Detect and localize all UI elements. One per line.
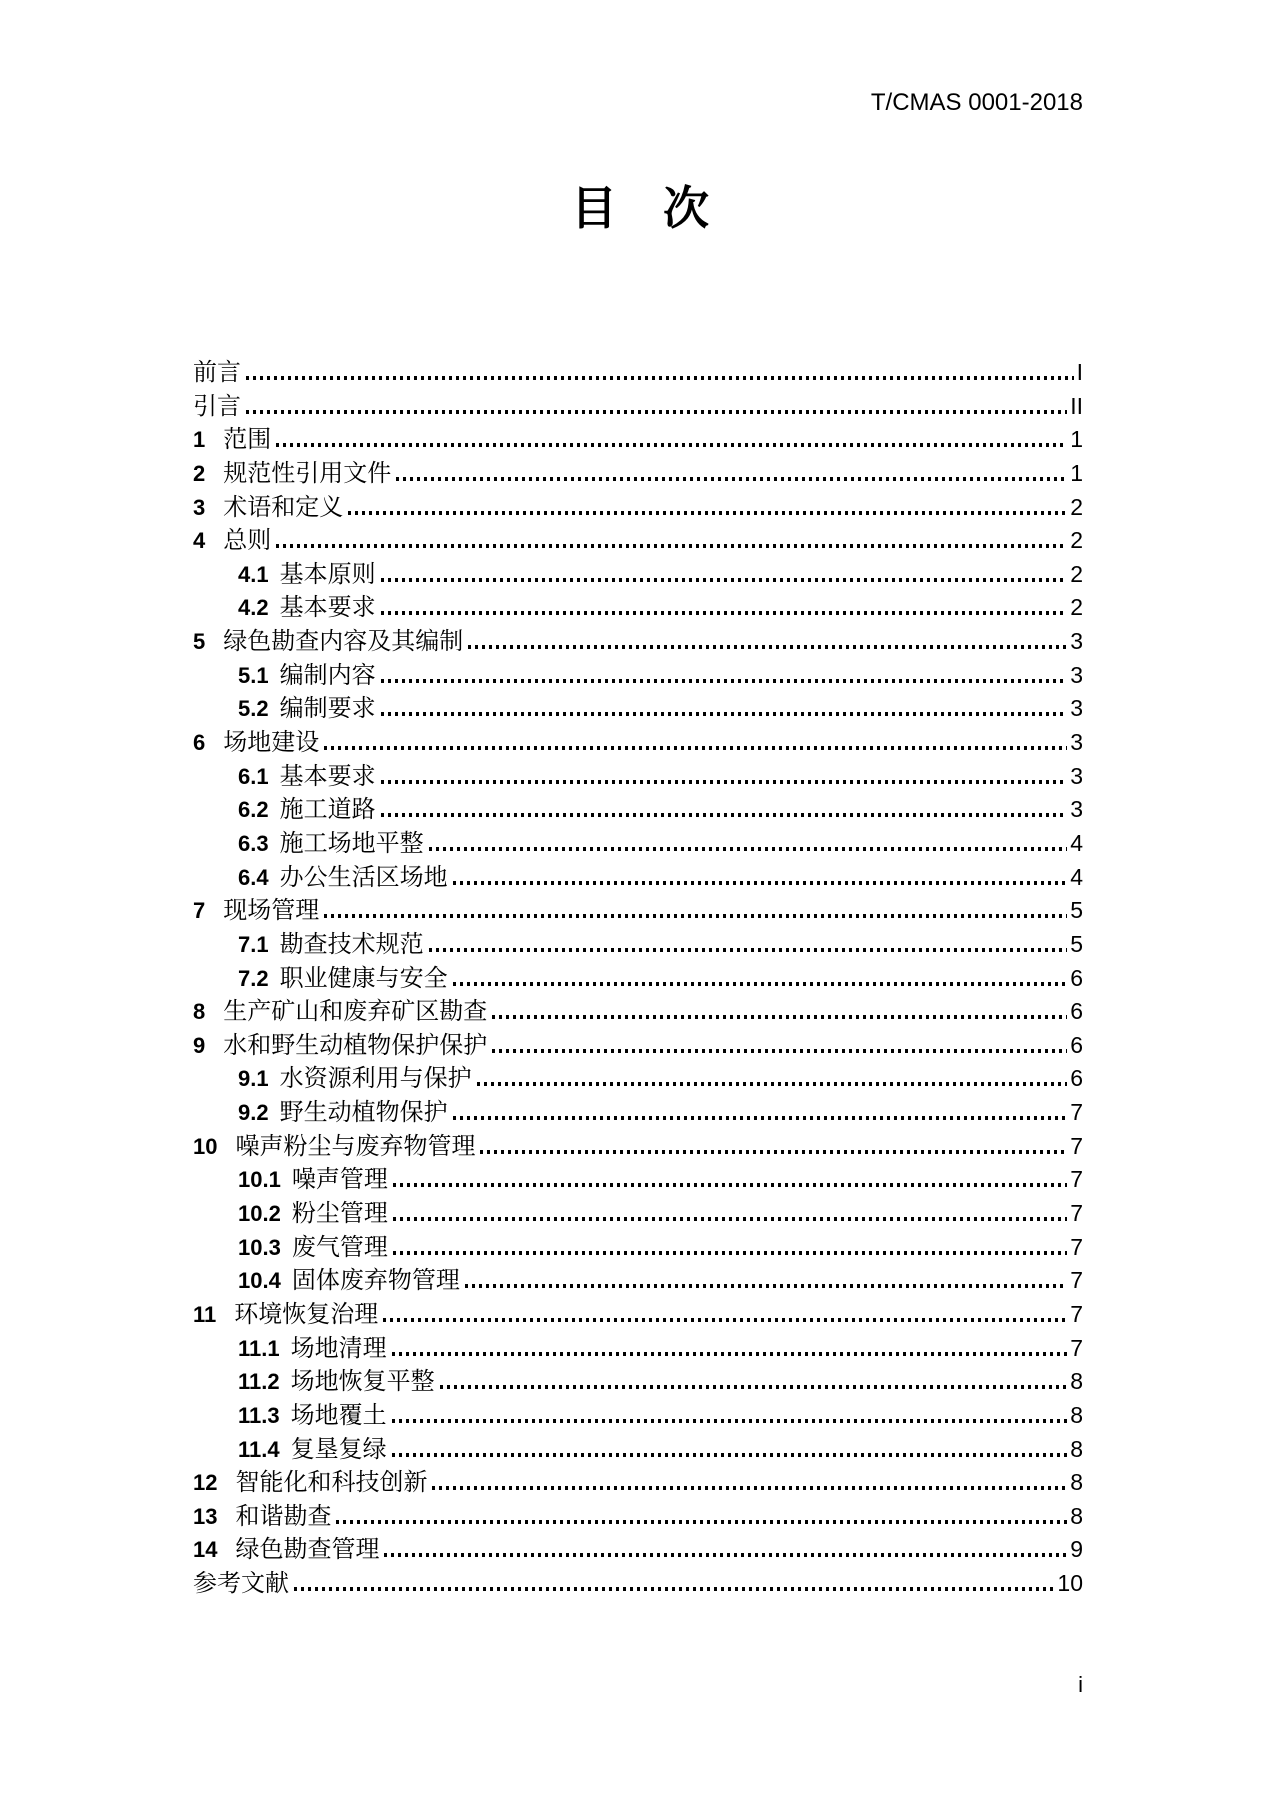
toc-entry	[193, 1466, 1083, 1500]
toc-entry-title: 环境恢复治理	[234, 1301, 379, 1328]
toc-entry-number: 11	[193, 1301, 217, 1327]
toc-entry-page: 8	[1070, 1502, 1083, 1529]
toc-entry	[193, 659, 1083, 693]
toc-entry	[193, 760, 1083, 794]
toc-entry	[193, 625, 1083, 659]
toc-entry-page: 8	[1070, 1368, 1083, 1395]
toc-entry-number: 6.1	[238, 763, 269, 789]
toc-entry-number: 5.2	[238, 696, 269, 722]
toc-entry-page: 3	[1070, 762, 1083, 789]
toc-entry-number: 13	[193, 1503, 218, 1529]
toc-entry-page: 6	[1070, 964, 1083, 991]
toc-entry-number: 5	[193, 629, 206, 655]
toc-leader-dots	[492, 1015, 1067, 1019]
toc-leader-dots	[392, 1352, 1068, 1356]
toc-leader-dots	[429, 847, 1068, 851]
page-title: 目 次	[571, 182, 709, 234]
toc-entry-page: 7	[1070, 1334, 1083, 1361]
toc-entry	[193, 1500, 1083, 1534]
toc-entry-number: 6.3	[238, 830, 269, 856]
toc-entry	[193, 1298, 1083, 1332]
toc-entry	[193, 390, 1083, 424]
toc-entry	[193, 1096, 1083, 1130]
toc-entry-title: 水和野生动植物保护保护	[223, 1032, 488, 1059]
toc-entry	[193, 423, 1083, 457]
toc-entry-number: 3	[193, 494, 206, 520]
toc-entry-number: 12	[193, 1470, 218, 1496]
toc-entry-page: 2	[1070, 560, 1083, 587]
toc-leader-dots	[348, 511, 1067, 515]
toc-leader-dots	[276, 544, 1067, 548]
toc-entry-page: 7	[1070, 1166, 1083, 1193]
toc-entry-number: 4.1	[238, 561, 269, 587]
toc-entry-title: 基本要求	[279, 595, 376, 622]
toc-entry-title: 噪声管理	[291, 1167, 388, 1194]
toc-entry-title: 粉尘管理	[291, 1201, 388, 1228]
toc-entry-number: 11.4	[238, 1436, 280, 1462]
toc-entry-number: 10.2	[238, 1201, 281, 1227]
toc-entry-page: 1	[1070, 459, 1083, 486]
toc-entry-number: 7	[193, 898, 206, 924]
toc-leader-dots	[324, 746, 1067, 750]
toc-entry-number: 14	[193, 1537, 218, 1563]
toc-entry	[193, 1399, 1083, 1433]
toc-entry-number: 11.1	[238, 1335, 280, 1361]
toc-leader-dots	[429, 948, 1068, 952]
toc-entry-page: 6	[1070, 1065, 1083, 1092]
toc-leader-dots	[381, 813, 1068, 817]
toc-leader-dots	[276, 443, 1067, 447]
toc-entry-page: 1	[1070, 426, 1083, 453]
toc-entry-title: 场地建设	[223, 730, 320, 757]
toc-entry-page: 6	[1070, 1031, 1083, 1058]
toc-leader-dots	[477, 1082, 1068, 1086]
toc-entry-title: 复垦复绿	[290, 1436, 387, 1463]
toc-entry-page: 9	[1070, 1536, 1083, 1563]
toc-leader-dots	[381, 611, 1068, 615]
toc-entry-number: 11.2	[238, 1369, 280, 1395]
toc-entry-number: 10.3	[238, 1234, 281, 1260]
toc-leader-dots	[294, 1587, 1054, 1591]
toc-entry-page: 7	[1070, 1200, 1083, 1227]
toc-entry	[193, 1332, 1083, 1366]
toc-entry-page: 6	[1070, 998, 1083, 1025]
toc-entry-title: 水资源利用与保护	[279, 1066, 472, 1093]
document-standard-number: T/CMAS 0001-2018	[870, 89, 1083, 116]
toc-entry-page: 2	[1070, 594, 1083, 621]
toc-entry-title: 编制内容	[279, 662, 376, 689]
toc-entry-page: 8	[1070, 1469, 1083, 1496]
toc-entry-title: 术语和定义	[223, 494, 344, 521]
toc-entry-number: 8	[193, 999, 206, 1025]
toc-entry	[193, 491, 1083, 525]
toc-entry	[193, 356, 1083, 390]
toc-entry-page: 10	[1057, 1570, 1083, 1597]
toc-entry	[193, 1062, 1083, 1096]
toc-leader-dots	[381, 679, 1068, 683]
toc-entry	[193, 1130, 1083, 1164]
toc-leader-dots	[392, 1419, 1068, 1423]
toc-entry-title: 职业健康与安全	[279, 965, 448, 992]
toc-entry-number: 6.2	[238, 797, 269, 823]
toc-entry-number: 2	[193, 460, 206, 486]
toc-entry-page: 7	[1070, 1132, 1083, 1159]
toc-entry	[193, 827, 1083, 861]
toc-entry-page: 7	[1070, 1233, 1083, 1260]
toc-entry-number: 4.2	[238, 595, 269, 621]
toc-entry-title: 场地恢复平整	[290, 1369, 435, 1396]
toc-entry-title: 基本原则	[279, 561, 376, 588]
toc-entry-title: 引言	[193, 393, 241, 420]
toc-entry-page: 4	[1070, 863, 1083, 890]
toc-entry-title: 办公生活区场地	[279, 864, 448, 891]
table-of-contents	[193, 356, 1083, 1601]
toc-entry-title: 总则	[223, 528, 272, 555]
toc-leader-dots	[383, 1318, 1067, 1322]
toc-entry	[193, 1029, 1083, 1063]
toc-entry-number: 4	[193, 528, 206, 554]
toc-entry-number: 6	[193, 730, 206, 756]
toc-entry-page: 7	[1070, 1099, 1083, 1126]
toc-entry-page: 3	[1070, 695, 1083, 722]
toc-entry	[193, 1264, 1083, 1298]
toc-entry-title: 野生动植物保护	[279, 1100, 448, 1127]
toc-entry-number: 7.1	[238, 931, 269, 957]
toc-entry	[193, 793, 1083, 827]
toc-entry-title: 基本要求	[279, 763, 376, 790]
toc-leader-dots	[393, 1251, 1067, 1255]
toc-leader-dots	[381, 712, 1068, 716]
toc-entry	[193, 1163, 1083, 1197]
toc-entry	[193, 995, 1083, 1029]
toc-entry-title: 智能化和科技创新	[235, 1470, 428, 1497]
toc-entry-title: 参考文献	[193, 1571, 289, 1598]
toc-entry-title: 编制要求	[279, 696, 376, 723]
toc-leader-dots	[381, 578, 1068, 582]
toc-entry	[193, 591, 1083, 625]
toc-entry	[193, 962, 1083, 996]
toc-entry-page: 8	[1070, 1401, 1083, 1428]
toc-leader-dots	[393, 1217, 1067, 1221]
toc-entry	[193, 1365, 1083, 1399]
toc-leader-dots	[246, 376, 1074, 380]
toc-entry-number: 6.4	[238, 864, 269, 890]
toc-entry	[193, 1231, 1083, 1265]
toc-entry-page: 5	[1070, 897, 1083, 924]
toc-entry-number: 9.2	[238, 1100, 269, 1126]
toc-entry	[193, 692, 1083, 726]
toc-entry-number: 11.3	[238, 1402, 280, 1428]
toc-entry-title: 施工道路	[279, 797, 376, 824]
toc-entry-title: 绿色勘查内容及其编制	[223, 629, 464, 656]
toc-leader-dots	[432, 1486, 1067, 1490]
toc-entry-page: 5	[1070, 930, 1083, 957]
toc-entry	[193, 457, 1083, 491]
toc-entry-page: II	[1070, 392, 1083, 419]
toc-entry	[193, 1433, 1083, 1467]
toc-entry	[193, 861, 1083, 895]
toc-entry-title: 废气管理	[291, 1234, 388, 1261]
toc-entry-number: 10.1	[238, 1167, 281, 1193]
toc-leader-dots	[465, 1284, 1067, 1288]
footer-page-number: i	[1078, 1672, 1083, 1697]
toc-leader-dots	[468, 645, 1067, 649]
toc-leader-dots	[492, 1049, 1067, 1053]
toc-entry-number: 7.2	[238, 965, 269, 991]
toc-entry-title: 范围	[223, 427, 272, 454]
toc-leader-dots	[392, 1453, 1068, 1457]
toc-leader-dots	[381, 780, 1068, 784]
toc-entry-page: 2	[1070, 493, 1083, 520]
toc-entry-number: 10	[193, 1133, 218, 1159]
toc-entry-title: 现场管理	[223, 898, 320, 925]
toc-entry-number: 9.1	[238, 1066, 269, 1092]
toc-entry-title: 前言	[193, 360, 241, 386]
toc-entry	[193, 1533, 1083, 1567]
toc-entry-page: 3	[1070, 729, 1083, 756]
toc-entry-number: 9	[193, 1032, 206, 1058]
toc-leader-dots	[453, 1116, 1068, 1120]
toc-leader-dots	[480, 1150, 1067, 1154]
toc-entry-page: 3	[1070, 796, 1083, 823]
toc-entry-page: 8	[1070, 1435, 1083, 1462]
toc-leader-dots	[384, 1553, 1067, 1557]
toc-entry-number: 10.4	[238, 1268, 281, 1294]
toc-entry-page: 3	[1070, 628, 1083, 655]
toc-entry	[193, 726, 1083, 760]
toc-entry-page: 3	[1070, 661, 1083, 688]
toc-entry-title: 规范性引用文件	[223, 460, 392, 487]
toc-entry	[193, 928, 1083, 962]
toc-entry	[193, 894, 1083, 928]
toc-leader-dots	[324, 914, 1067, 918]
toc-leader-dots	[453, 881, 1068, 885]
toc-entry-number: 5.1	[238, 662, 269, 688]
toc-leader-dots	[336, 1520, 1067, 1524]
toc-leader-dots	[453, 982, 1068, 986]
toc-entry-title: 绿色勘查管理	[235, 1537, 380, 1564]
toc-entry-page: 7	[1070, 1267, 1083, 1294]
toc-entry-page: 7	[1070, 1300, 1083, 1327]
toc-entry	[193, 524, 1083, 558]
toc-leader-dots	[246, 410, 1067, 414]
toc-leader-dots	[393, 1183, 1067, 1187]
toc-leader-dots	[396, 477, 1067, 481]
toc-entry-title: 固体废弃物管理	[291, 1268, 460, 1295]
toc-entry	[193, 1567, 1083, 1601]
toc-entry-page: 2	[1070, 527, 1083, 554]
toc-entry-title: 场地覆土	[290, 1402, 387, 1429]
toc-entry	[193, 558, 1083, 592]
toc-entry-page: I	[1076, 359, 1083, 385]
toc-entry-title: 生产矿山和废弃矿区勘查	[223, 999, 488, 1026]
toc-entry-number: 1	[193, 427, 206, 453]
toc-entry-title: 噪声粉尘与废弃物管理	[235, 1133, 476, 1160]
toc-entry-title: 勘查技术规范	[279, 931, 424, 958]
toc-entry-title: 场地清理	[290, 1335, 387, 1362]
toc-entry-page: 4	[1070, 829, 1083, 856]
toc-entry-title: 和谐勘查	[235, 1503, 332, 1530]
toc-leader-dots	[440, 1385, 1068, 1389]
toc-entry	[193, 1197, 1083, 1231]
toc-entry-title: 施工场地平整	[279, 830, 424, 857]
